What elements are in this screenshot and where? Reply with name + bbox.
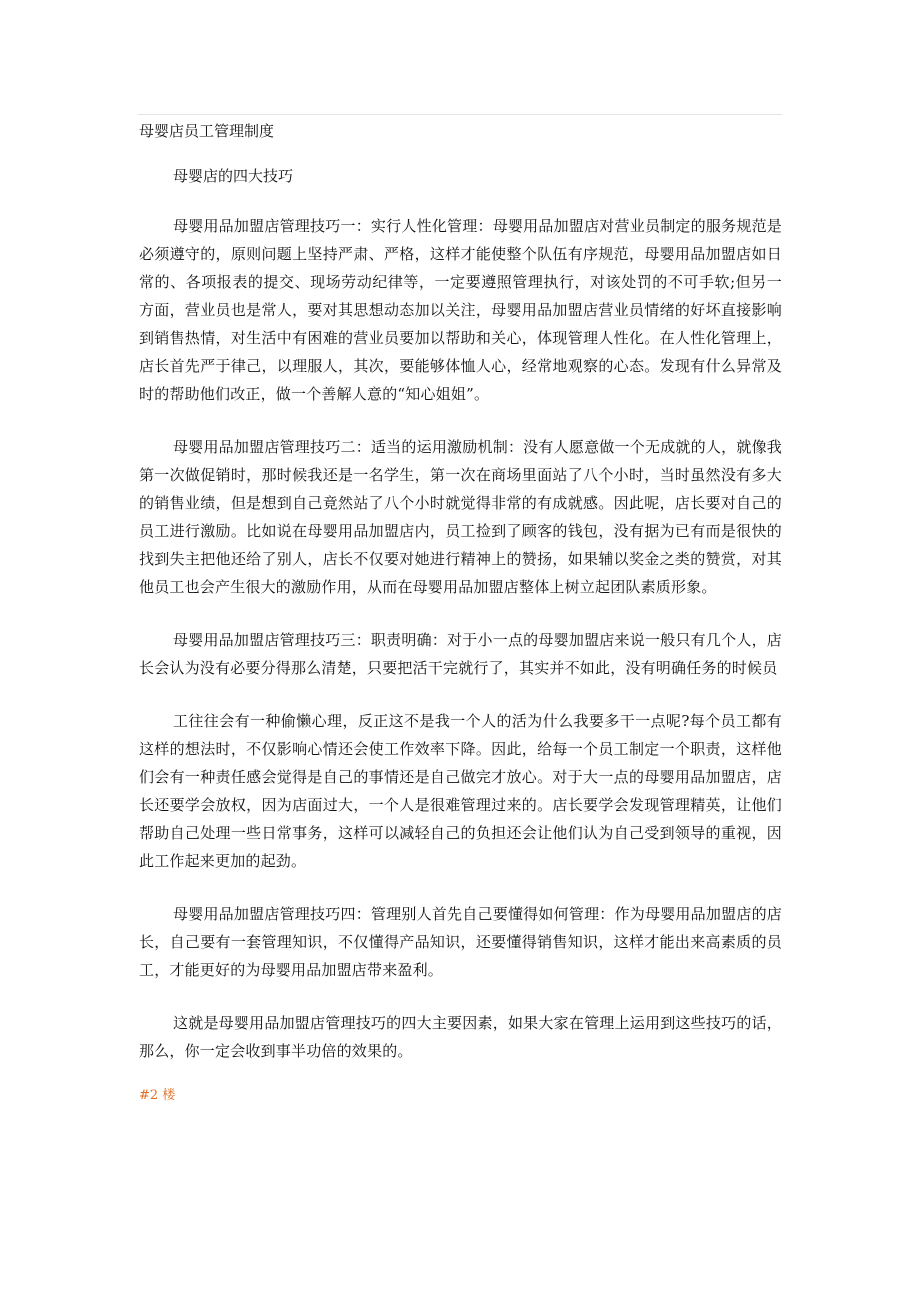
document-subtitle: 母婴店的四大技巧 (173, 167, 294, 185)
document-title: 母婴店员工管理制度 (139, 122, 275, 140)
paragraph-tip-two: 母婴用品加盟店管理技巧二：适当的运用激励机制：没有人愿意做一个无成就的人，就像我第一次做促销时，那时候我还是一名学生，第一次在商场里面站了八个小时，当时虽然没有多大的销售业绩，但是想到自己竟然站了八个小时就觉得非常的有成就感。因此呢，店长要对自己的员工进行激励。比如说在母婴用品加盟店内，员工捡到了顾客的钱包，没有据为已有而是很快的找到失主把他还给了别人，店长不仅要对她进行精神上的赞扬，如果辅以奖金之类的赞赏，对其他员工也会产生很大的激励作用，从而在母婴用品加盟店整体上树立起团队素质形象。 (139, 438, 782, 596)
floor-number-link[interactable]: #2 楼 (139, 1088, 176, 1103)
document-body (139, 120, 782, 1105)
paragraph-tip-one: 母婴用品加盟店管理技巧一：实行人性化管理：母婴用品加盟店对营业员制定的服务规范是必须遵守的，原则问题上坚持严肃、严格，这样才能使整个队伍有序规范，母婴用品加盟店如日常的、各项报表的提交、现场劳动纪律等，一定要遵照管理执行，对该处罚的不可手软;但另一方面，营业员也是常人，要对其思想动态加以关注，母婴用品加盟店营业员情绪的好坏直接影响到销售热情，对生活中有困难的营业员要加以帮助和关心，体现管理人性化。在人性化管理上，店长首先严于律己，以理服人，其次，要能够体恤人心，经常地观察的心态。发现有什么异常及时的帮助他们改正，做一个善解人意的“知心姐姐”。 (139, 217, 782, 403)
paragraph-tip-three: 母婴用品加盟店管理技巧三：职责明确：对于小一点的母婴加盟店来说一般只有几个人，店长会认为没有必要分得那么清楚，只要把活干完就行了，其实并不如此，没有明确任务的时候员 (139, 631, 782, 677)
paragraph-conclusion: 这就是母婴用品加盟店管理技巧的四大主要因素，如果大家在管理上运用到这些技巧的话，那么，你一定会收到事半功倍的效果的。 (139, 1014, 782, 1060)
paragraph-tip-three-continued: 工往往会有一种偷懒心理，反正这不是我一个人的活为什么我要多干一点呢?每个员工都有这样的想法时，不仅影响心情还会使工作效率下降。因此，给每一个员工制定一个职责，这样他们会有一种责任感会觉得是自己的事情还是自己做完才放心。对于大一点的母婴用品加盟店，店长还要学会放权，因为店面过大，一个人是很难管理过来的。店长要学会发现管理精英，让他们帮助自己处理一些日常事务，这样可以减轻自己的负担还会让他们认为自己受到领导的重视，因此工作起来更加的起劲。 (139, 712, 782, 870)
top-divider (138, 114, 782, 115)
paragraph-tip-four: 母婴用品加盟店管理技巧四：管理别人首先自己要懂得如何管理：作为母婴用品加盟店的店长，自己要有一套管理知识，不仅懂得产品知识，还要懂得销售知识，这样才能出来高素质的员工，才能更好的为母婴用品加盟店带来盈利。 (139, 905, 782, 979)
